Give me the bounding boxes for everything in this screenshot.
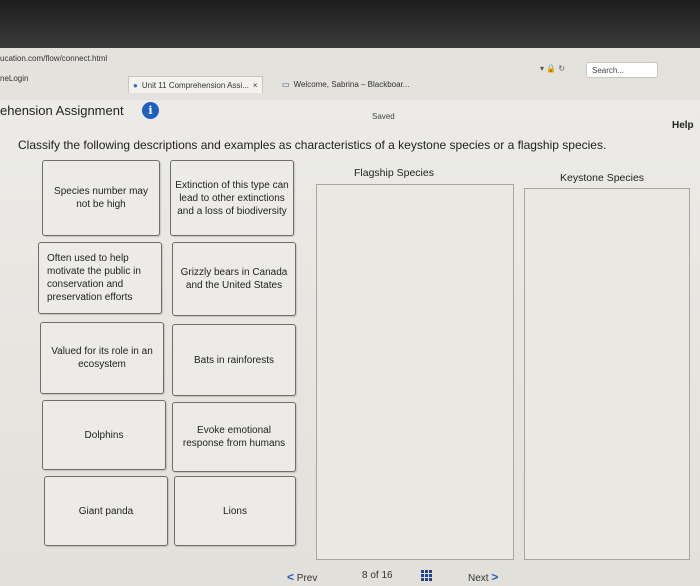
drag-card[interactable]: Valued for its role in an ecosystem bbox=[40, 322, 164, 394]
drag-card[interactable]: Dolphins bbox=[42, 400, 166, 470]
page-icon: ▭ bbox=[282, 79, 290, 89]
of-label: of bbox=[370, 570, 379, 581]
flagship-header: Flagship Species bbox=[354, 167, 434, 179]
drag-card[interactable]: Bats in rainforests bbox=[172, 324, 296, 396]
drag-card[interactable]: Extinction of this type can lead to other extinctions and a loss of biodiversity bbox=[170, 160, 294, 236]
drag-card[interactable]: Giant panda bbox=[44, 476, 168, 546]
next-label: Next bbox=[468, 573, 489, 584]
chevron-right-icon: > bbox=[491, 570, 499, 584]
tab-blackboard[interactable] bbox=[278, 76, 413, 92]
grid-icon[interactable] bbox=[421, 570, 433, 582]
bookmark-item[interactable]: neLogin bbox=[0, 74, 29, 83]
keystone-header: Keystone Species bbox=[560, 172, 645, 184]
tab-label: Unit 11 Comprehension Assi... bbox=[141, 80, 249, 90]
info-icon[interactable]: i bbox=[142, 102, 159, 119]
drag-card[interactable]: Lions bbox=[174, 476, 296, 546]
browser-chrome bbox=[0, 48, 700, 101]
current-page: 8 bbox=[362, 570, 368, 581]
drag-card[interactable]: Grizzly bears in Canada and the United States bbox=[172, 242, 296, 316]
next-button[interactable] bbox=[468, 570, 498, 584]
chevron-left-icon: < bbox=[287, 570, 295, 584]
page-title: ehension Assignment bbox=[0, 103, 124, 118]
drag-card[interactable]: Often used to help motivate the public in conservation and preservation efforts bbox=[38, 242, 162, 314]
tab-unit-11[interactable] bbox=[128, 76, 263, 93]
instructions: Classify the following descriptions and examples as characteristics of a keystone species or a flagship species. bbox=[18, 138, 607, 152]
page-indicator bbox=[362, 570, 393, 581]
drag-card[interactable]: Evoke emotional response from humans bbox=[172, 402, 296, 472]
address-bar[interactable]: ucation.com/flow/connect.html bbox=[0, 54, 108, 63]
save-status: Saved bbox=[372, 112, 395, 121]
flagship-drop-zone[interactable] bbox=[316, 184, 514, 560]
help-link[interactable]: Help bbox=[672, 120, 694, 131]
lock-icon: ▾ 🔒 ↻ bbox=[540, 64, 566, 73]
prev-button[interactable] bbox=[287, 570, 317, 584]
top-dark-bar bbox=[0, 0, 700, 48]
prev-label: Prev bbox=[296, 573, 318, 584]
close-icon[interactable]: × bbox=[252, 80, 258, 90]
page-icon: ● bbox=[133, 80, 138, 90]
tab-label: Welcome, Sabrina – Blackboar... bbox=[293, 79, 410, 89]
browser-search-input[interactable]: Search... bbox=[586, 62, 658, 78]
drag-card[interactable]: Species number may not be high bbox=[42, 160, 160, 236]
total-pages: 16 bbox=[381, 570, 393, 581]
keystone-drop-zone[interactable] bbox=[524, 188, 690, 560]
